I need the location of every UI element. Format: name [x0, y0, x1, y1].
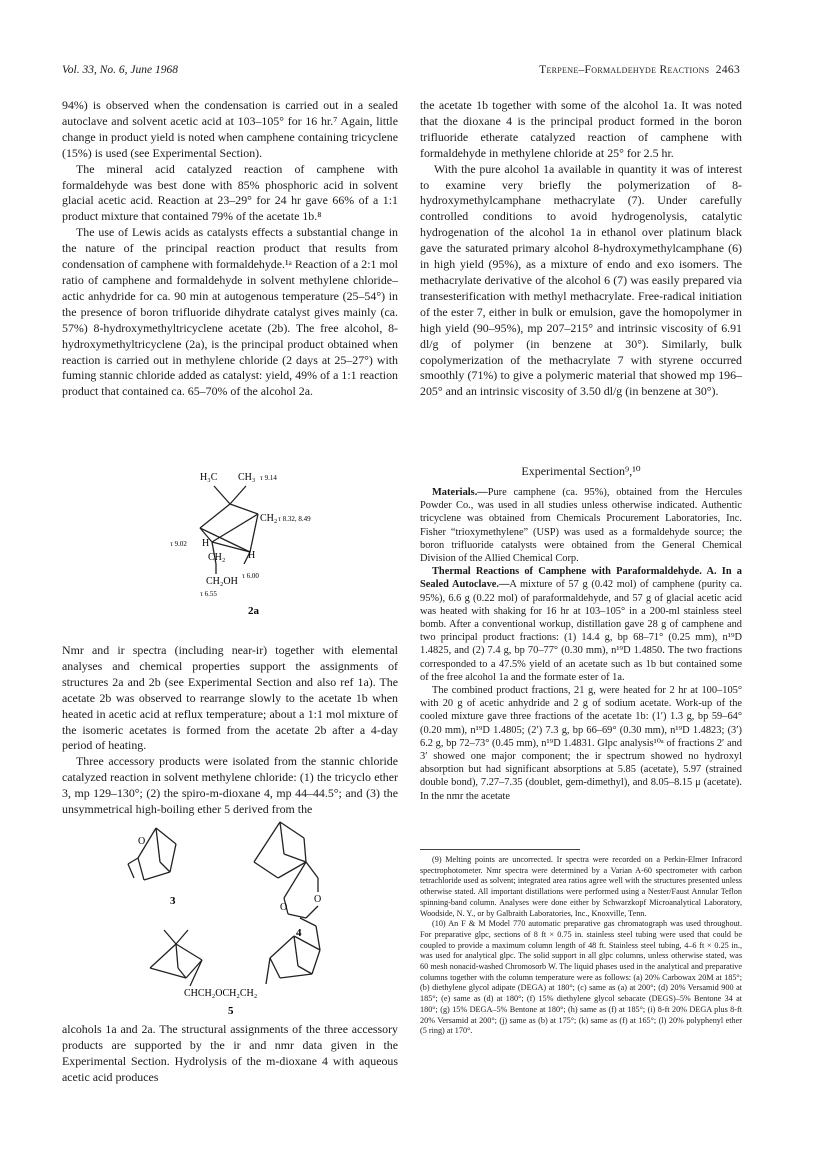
label-tau-655: τ 6.55 — [200, 590, 217, 598]
running-header — [62, 64, 740, 80]
combined-paragraph: The combined product fractions, 21 g, were heated for 2 hr at 100–105° with 20 g of acetic anhydride and 2 g of sodium acetate. Work-up of the cooled mixture gave three fractions of the acetate 1b: (1′) 1.3 g, bp 59–64° (0.20 mm), n¹⁹D 1.4805; (2′) 7.3 g, bp 66–69° (0.30 mm), n¹⁹D 1.4823; (3′) 6.2 g, bp 72–73° (0.45 mm), n¹⁹D 1.4831. Glpc analysis¹⁰ᵃ of fractions 2′ and 3′ showed one major component; the ir spectrum showed no hydroxyl absorption but had significant absorptions at 5.85 (acetate), 5.97 (strained double bond), 7.27–7.35 (doublet, gem-dimethyl), and 8.05–8.15 μ (acetate). In the nmr the acetate — [420, 684, 742, 802]
oxygen-4b: O — [280, 902, 288, 913]
left-paragraph-2: The mineral acid catalyzed reaction of camphene with formaldehyde was best done with 85% phosphoric acid in solvent glacial acetic acid. Reaction at 23–29° for 24 hr gave 66% of a 1:1 product mixture that contained 79% of the acetate 1b.⁸ — [62, 161, 398, 224]
label-h-right: H — [248, 550, 256, 561]
running-title-and-page — [539, 64, 740, 76]
left-paragraph-3: The use of Lewis acids as catalysts effects a substantial change in the nature of the principal reaction product that results from condensation of camphene with formaldehyde.¹ᵃ Reaction of a 2:1 mol ratio of camphene and formaldehyde in solvent methylene chloride–actic anhydride for ca. 90 min at autogenous temperature (25–54°) in the presence of boron trifluoride dihydrate catalyst gives mainly (ca. 57%) 8-hydroxymethyltricyclene acetate (2b). The free alcohol, 8-hydroxymethyltricyclene (2a), is the principal product obtained when reaction is carried out in methylene chloride (2 days at 25–27°) with fuming stannic chloride added as catalyst: yield, 49% of a 1:1 reaction product that contained ca. 65–70% of the alcohol 2a. — [62, 225, 398, 399]
label-h-left: H — [202, 538, 210, 549]
label-tau-832: τ 8.32, 8.49 — [278, 515, 311, 523]
left-column-upper — [62, 98, 398, 400]
label-tau-902: τ 9.02 — [170, 540, 187, 548]
footnote-9: (9) Melting points are uncorrected. Ir spectra were recorded on a Perkin-Elmer Infracord spectrophotometer. Nmr spectra were determined by a Varian A-60 spectrometer with carbon tetrachloride used as solvent; integrated area ratios agree well with the structures presented unless otherwise stated. All important distillations were performed using a Nester/Faust Annular Teflon spinning-band column. Analyses were done either by Schwarzkopf Microanalytical Laboratory, Woodside, N. Y., or by Galbraith Laboratories, Inc., Knoxville, Tenn. — [420, 855, 742, 918]
right-paragraph-2: With the pure alcohol 1a available in quantity it was of interest to examine very briefly the polymerization of 8-hydroxymethylcamphane methacrylate (7). Under carefully controlled conditions to avoid hydrogenolysis, catalytic hydrogenation of the alcohol 1a in ethanol over platinum black gave the saturated primary alcohol 8-hydroxymethylcamphane (6) in high yield (95%), as a mixture of endo and exo isomers. The methacrylate derivative of the alcohol 6 (7) was easily prepared via transesterification with methyl methacrylate. Free-radical initiation of the ester 7, either in bulk or emulsion, gave the homopolymer in high yield (90–95%), mp 207–215° and intrinsic viscosity of 6.91 dl/g of polymer (in benzene at 30°). Similarly, bulk copolymerization of the methacrylate 7 with styrene occurred smoothly (71%) to give a polymeric material that showed mp 196–205° and an intrinsic viscosity of 3.50 dl/g (in benzene at 30°). — [420, 161, 742, 399]
thermal-heading: Thermal Reactions of Camphene with Paraformaldehyde. A. In a Sealed Autoclave.— — [420, 566, 742, 591]
label-tau-914: τ 9.14 — [260, 474, 277, 482]
left-paragraph-6: alcohols 1a and 2a. The structural assignments of the three accessory products are supported by the ir and nmr data given in the Experimental Section. Hydrolysis of the m-dioxane 4 with aqueous acetic acid produces — [62, 1022, 398, 1084]
materials-text: Pure camphene (ca. 95%), obtained from the Hercules Powder Co., was used in all studies unless otherwise indicated. Authentic tricyclene was obtained from Chemicals Procurement Laboratories, Inc. Fisher “trioxymethylene” (USP) was used as a formaldehyde source; the boron trifluoride catalysts were obtained from the General Chemical Division of the Allied Chemical Corp. — [420, 486, 742, 564]
left-paragraph-5: Three accessory products were isolated from the stannic chloride catalyzed reaction in solvent methylene chloride: (1) the tricyclo ether 3, mp 129–130°; (2) the spiro-m-dioxane 4, mp 44–44.5°; and (3) the unsymmetrical high-boiling ether 5 derived from the — [62, 754, 398, 817]
footnotes — [420, 855, 742, 1037]
structure-5-caption: 5 — [228, 1005, 234, 1017]
footnote-10: (10) An F & M Model 770 automatic preparative gas chromatograph was used throughout. For preparative glpc, sections of 8 ft × 0.75 in. stainless steel tubing were used that could be coupled to provide a maximum column length of 48 ft. Stainless steel tubing, 4–6 ft × 0.25 in., was used for analytical glpc. The solid support in all glpc columns, unless otherwise stated, was 60 mesh nonacid-washed Chromosorb W. The liquid phases used in the analytical and preparative columns together with the column temperature were as follows: (a) 20% Carbowax 20M at 185°; (b) diethylene glycol adipate (DEGA) at 180°; (c) same as (a) at 200°; (d) 20% Versamid 900 at 185°; (e) same as (d) at 180°; (f) 15% diethylene glycol sebacate (DEGS)–5% Bentone 34 at 180°; (g) 15% DEGA–5% Bentone at 180°; (h) same as (f) at 185°; (i) 8-ft 20% DEGA plus 8-ft 20% Versamid at 200°; (j) same as (b) at 175°; (k) same as (f) at 165°; (l) 20% polyphenyl ether (5 ring) at 170°. — [420, 919, 742, 1036]
label-h3c: H₃C — [200, 472, 218, 483]
materials-heading: Materials.— — [432, 486, 488, 498]
structure-3-caption: 3 — [170, 895, 176, 907]
left-column-bottom — [62, 1022, 398, 1086]
right-paragraph-1: the acetate 1b together with some of the alcohol 1a. It was noted that the dioxane 4 is the principal product formed in the boron trifluoride etherate catalyzed reaction of camphene with formaldehyde in methylene chloride at 25° for 2.5 hr. — [420, 98, 742, 160]
label-ch2-bridge: CH₂ — [260, 513, 278, 524]
structure-2a-drawing — [140, 466, 330, 616]
experimental-section-title: Experimental Section⁹,¹⁰ — [521, 464, 641, 478]
thermal-text: A mixture of 57 g (0.42 mol) of camphene (purity ca. 95%), 6.6 g (0.22 mol) of paraformaldehyde, and 57 g of glacial acetic acid was heated with shaking for 16 hr at 103–105° in a 200-ml stainless steel bomb. After a conventional workup, distillation gave 28 g of camphene and two principal product fractions: (1) 14.4 g, bp 68–71° (0.25 mm), n¹⁹D 1.4825, and (2) 7.4 g, bp 70–77° (0.30 mm), n¹⁹D 1.4850. The two fractions corresponded to a 47.5% yield of an acetate such as 1b but contained some of the free alcohol 1a and the formate ester of 1a. — [420, 579, 742, 683]
label-ch3: CH₃ — [238, 472, 256, 483]
materials-paragraph — [420, 486, 742, 565]
label-ch2-lower: CH₂ — [208, 552, 226, 563]
right-column-upper — [420, 98, 742, 400]
structures-3-4-5-figure — [120, 818, 370, 1018]
page-number: 2463 — [715, 64, 740, 76]
left-paragraph-1: 94%) is observed when the condensation is carried out in a sealed autoclave and solvent acetic acid at 103–105° for 16 hr.⁷ Again, little change in product yield is noted when camphene containing tricyclene (15%) is used (see Experimental Section). — [62, 98, 398, 160]
oxygen-4a: O — [314, 894, 322, 905]
structure-4-caption: 4 — [296, 927, 302, 939]
footnote-rule — [420, 849, 580, 850]
structure-2a-figure — [140, 466, 330, 616]
left-column-middle — [62, 643, 398, 818]
experimental-body — [420, 486, 742, 803]
structures-3-4-5-drawing — [120, 818, 370, 1018]
thermal-paragraph — [420, 565, 742, 684]
journal-volume: Vol. 33, No. 6, June 1968 — [62, 64, 178, 76]
structure-5-linker: CHCH₂OCH₂CH₂ — [184, 988, 258, 999]
label-ch2oh: CH₂OH — [206, 576, 238, 587]
experimental-section — [420, 464, 742, 803]
structure-2a-caption: 2a — [248, 605, 259, 616]
oxygen-3: O — [138, 836, 146, 847]
running-title: Terpene–Formaldehyde Reactions — [539, 64, 710, 76]
left-paragraph-4: Nmr and ir spectra (including near-ir) together with elemental analyses and chemical properties support the assignments of structures 2a and 2b (see Experimental Section and also ref 1a). The acetate 2b was observed to rearrange slowly to the acetate 1b when heated in acetic acid at reflux temperature; about a 1:1 mol mixture of the isomeric acetates is formed from the acetate 2b after a 4-day period of heating. — [62, 643, 398, 753]
label-tau-600: τ 6.00 — [242, 572, 259, 580]
